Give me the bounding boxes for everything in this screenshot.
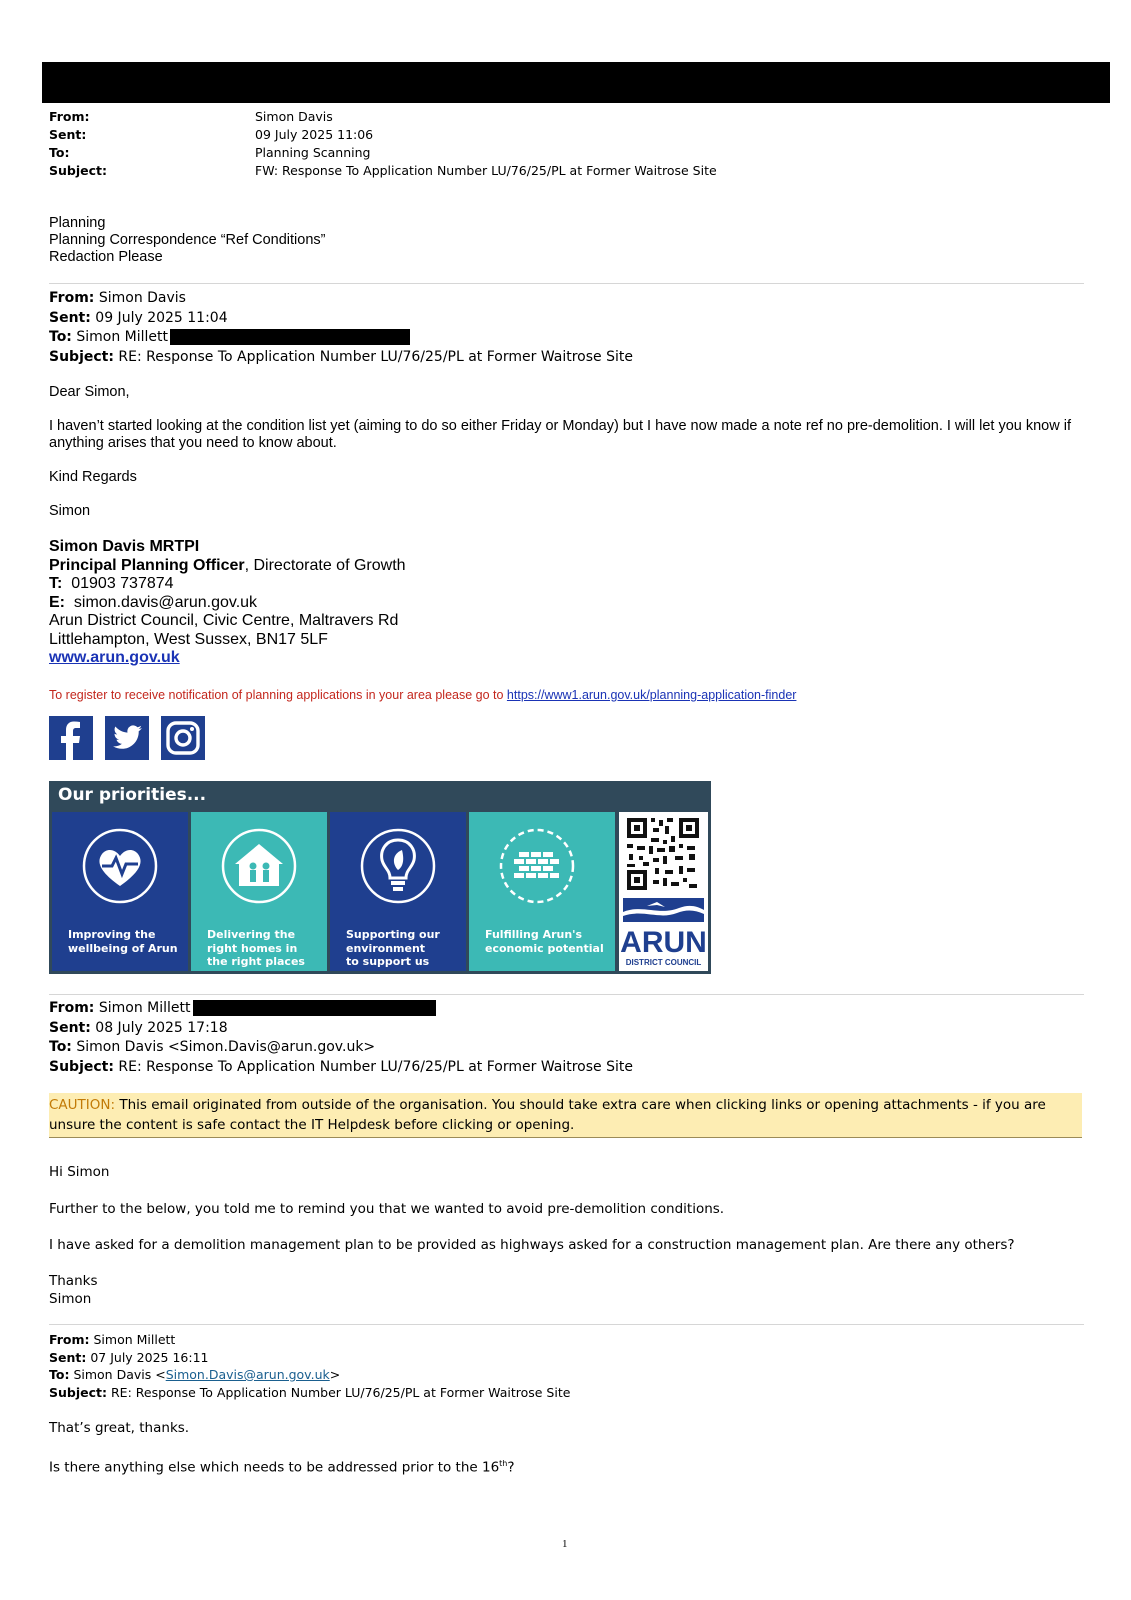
heart-pulse-icon xyxy=(80,826,160,906)
to-value: > xyxy=(329,1367,341,1382)
to-value: Simon Millett xyxy=(76,329,169,345)
arun-logo-icon xyxy=(623,898,704,922)
email-signature xyxy=(49,538,406,668)
instagram-icon[interactable] xyxy=(161,716,205,760)
caution-label: CAUTION: xyxy=(49,1097,116,1113)
page-number: 1 xyxy=(562,1538,568,1550)
divider xyxy=(49,994,1084,995)
message-meta xyxy=(49,1331,570,1401)
sent-value: 09 July 2025 11:04 xyxy=(95,309,228,326)
subject-value: RE: Response To Application Number LU/76/25/PL at Former Waitrose Site xyxy=(110,1384,571,1400)
priority-tile-wellbeing xyxy=(52,812,188,971)
body-text: Is there anything else which needs to be addressed prior to the 16 xyxy=(49,1459,500,1476)
tile-caption xyxy=(346,928,440,969)
subject-label: Subject: xyxy=(49,1058,114,1075)
closing: Kind Regards xyxy=(49,469,137,485)
from-value: Simon Millett xyxy=(93,1332,176,1347)
sent-value: 09 July 2025 11:06 xyxy=(255,127,374,142)
message-meta xyxy=(49,289,633,367)
to-label: To: xyxy=(49,1367,70,1382)
note-line: Planning Correspondence “Ref Conditions” xyxy=(49,232,326,248)
subject-label: Subject: xyxy=(49,348,114,365)
sent-label: Sent: xyxy=(49,127,87,142)
qr-code-icon xyxy=(627,818,699,890)
from-value: Simon Davis xyxy=(255,109,333,124)
caption-line: to support us xyxy=(346,955,430,968)
note-line: Planning xyxy=(49,215,106,231)
to-value: Simon Davis <Simon.Davis@arun.gov.uk> xyxy=(76,1039,376,1055)
from-value: Simon Davis xyxy=(98,290,186,306)
to-value: Simon Davis < xyxy=(73,1367,166,1382)
redaction-block xyxy=(170,329,410,345)
divider xyxy=(49,283,1084,284)
closing: Thanks xyxy=(49,1273,98,1289)
caption-line: environment xyxy=(346,941,426,955)
body-paragraph: Further to the below, you told me to remind you that we wanted to avoid pre-demolition conditions. xyxy=(49,1201,725,1217)
caution-text: This email originated from outside of the organisation. You should take extra care when clicking links or opening attachments - if you are unsure the content is safe contact the IT Helpdesk before clicking or opening. xyxy=(49,1097,1046,1133)
subject-value: RE: Response To Application Number LU/76/25/PL at Former Waitrose Site xyxy=(118,1058,633,1075)
address-line: Littlehampton, West Sussex, BN17 5LF xyxy=(49,630,328,648)
planning-finder-link[interactable]: https://www1.arun.gov.uk/planning-application-finder xyxy=(506,688,797,702)
from-label: From: xyxy=(49,1000,95,1016)
district-council-text: DISTRICT COUNCIL xyxy=(625,958,702,967)
to-label: To: xyxy=(49,145,70,160)
tile-caption xyxy=(485,928,604,955)
body-paragraph: I haven’t started looking at the condition list yet (aiming to do so either Friday or Monday) but I have now made a note ref no pre-demolition. I will let you know if anything arises that you need to know about. xyxy=(49,418,1071,451)
body-paragraph: I have asked for a demolition management plan to be provided as highways asked for a construction management plan. Are there any others? xyxy=(49,1237,1015,1253)
caption-line: the right places xyxy=(207,955,305,968)
external-email-warning xyxy=(49,1093,1082,1138)
signature-role xyxy=(49,557,406,576)
email-address[interactable]: simon.davis@arun.gov.uk xyxy=(73,593,258,611)
from-label: From: xyxy=(49,109,90,124)
redaction-block xyxy=(193,1000,436,1016)
caption-line: Fulfilling Arun's xyxy=(485,928,583,941)
from-value: Simon Millett xyxy=(98,1000,191,1016)
lightbulb-leaf-icon xyxy=(358,826,438,906)
caption-line: wellbeing of Arun xyxy=(68,941,178,955)
house-family-icon xyxy=(219,826,299,906)
subject-value: RE: Response To Application Number LU/76/25/PL at Former Waitrose Site xyxy=(118,348,633,365)
note-line: Redaction Please xyxy=(49,249,163,265)
register-notice xyxy=(49,688,796,702)
priority-tile-environment xyxy=(330,812,466,971)
phone-label: T: xyxy=(49,575,63,592)
greeting: Hi Simon xyxy=(49,1164,110,1180)
role-title: Principal Planning Officer xyxy=(49,556,245,574)
sender-name: Simon xyxy=(49,1291,92,1307)
banner-title: Our priorities... xyxy=(58,785,207,805)
arun-logo-panel xyxy=(619,812,708,971)
subject-label: Subject: xyxy=(49,1384,107,1400)
subject-label: Subject: xyxy=(49,163,107,178)
twitter-icon[interactable] xyxy=(105,716,149,760)
greeting: Dear Simon, xyxy=(49,384,130,400)
brick-wall-icon xyxy=(497,826,577,906)
sent-label: Sent: xyxy=(49,1349,87,1365)
address-line: Arun District Council, Civic Centre, Maltravers Rd xyxy=(49,612,399,629)
caption-line: right homes in xyxy=(207,941,298,955)
sent-value: 08 July 2025 17:18 xyxy=(95,1019,228,1036)
signature-phone xyxy=(49,575,406,594)
signature-name: Simon Davis MRTPI xyxy=(49,538,200,555)
to-value: Planning Scanning xyxy=(255,145,371,160)
sent-value: 07 July 2025 16:11 xyxy=(90,1349,209,1365)
body-text: ? xyxy=(507,1459,515,1476)
priorities-banner xyxy=(49,781,711,974)
caption-line: Supporting our xyxy=(346,928,440,941)
register-text: To register to receive notification of planning applications in your area please go to xyxy=(49,688,507,702)
message-meta xyxy=(49,999,633,1077)
ordinal-suffix: th xyxy=(499,1459,508,1468)
tile-caption xyxy=(207,928,305,969)
from-label: From: xyxy=(49,1332,90,1347)
subject-value: FW: Response To Application Number LU/76/25/PL at Former Waitrose Site xyxy=(255,163,717,178)
body-paragraph: That’s great, thanks. xyxy=(49,1420,190,1436)
priority-tile-homes xyxy=(191,812,327,971)
caption-line: Improving the xyxy=(68,928,156,941)
email-label: E: xyxy=(49,593,65,611)
priority-tile-economy xyxy=(469,812,615,971)
sent-label: Sent: xyxy=(49,309,91,326)
sent-label: Sent: xyxy=(49,1019,91,1036)
redaction-bar xyxy=(42,62,1110,103)
body-paragraph xyxy=(49,1455,515,1477)
department: , Directorate of Growth xyxy=(244,556,406,574)
arun-logo-text: ARUN xyxy=(620,926,707,959)
signature-email xyxy=(49,594,406,613)
phone-number: 01903 737874 xyxy=(71,575,174,592)
email-link[interactable]: Simon.Davis@arun.gov.uk xyxy=(165,1367,330,1382)
website-link[interactable]: www.arun.gov.uk xyxy=(49,649,180,666)
facebook-icon[interactable] xyxy=(49,716,93,760)
sender-name: Simon xyxy=(49,503,91,519)
forward-note xyxy=(49,215,325,266)
caption-line: economic potential xyxy=(485,941,604,955)
from-label: From: xyxy=(49,290,95,306)
caption-line: Delivering the xyxy=(207,928,296,941)
tile-caption xyxy=(68,928,178,955)
to-label: To: xyxy=(49,329,72,345)
to-label: To: xyxy=(49,1039,72,1055)
divider xyxy=(49,1324,1084,1325)
